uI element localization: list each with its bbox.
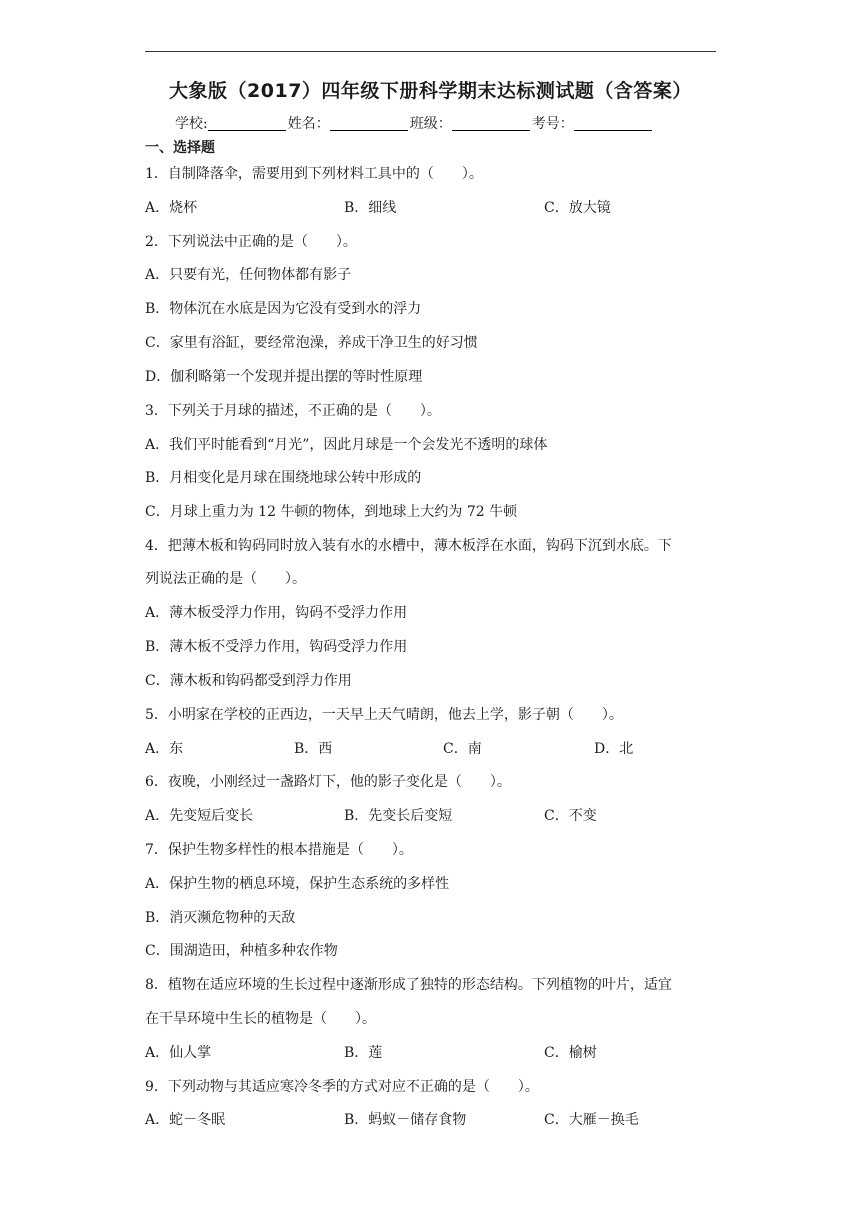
exam-title: 大象版（2017）四年级下册科学期末达标测试题（含答案） bbox=[169, 80, 692, 102]
section-heading: 一、选择题 bbox=[145, 140, 215, 156]
school-label: 学校: bbox=[175, 116, 208, 132]
question-stem: 9．下列动物与其适应寒冷冬季的方式对应不正确的是（ ）。 bbox=[145, 1079, 539, 1095]
option-a[interactable]: A．保护生物的栖息环境，保护生态系统的多样性 bbox=[145, 876, 450, 892]
option-c[interactable]: C．不变 bbox=[544, 808, 597, 824]
option-a[interactable]: A．烧杯 bbox=[145, 200, 198, 216]
option-b[interactable]: B．物体沉在水底是因为它没有受到水的浮力 bbox=[145, 301, 422, 317]
option-a[interactable]: A．东 bbox=[145, 741, 184, 757]
option-c[interactable]: C．家里有浴缸，要经常泡澡，养成干净卫生的好习惯 bbox=[145, 335, 478, 351]
option-a[interactable]: A．只要有光，任何物体都有影子 bbox=[145, 267, 352, 283]
option-a[interactable]: A．先变短后变长 bbox=[145, 808, 254, 824]
option-a[interactable]: A．薄木板受浮力作用，钩码不受浮力作用 bbox=[145, 605, 408, 621]
option-c[interactable]: C．薄木板和钩码都受到浮力作用 bbox=[145, 673, 352, 689]
student-info-line bbox=[175, 113, 654, 133]
option-d[interactable]: D．北 bbox=[594, 741, 634, 757]
question-stem: 2．下列说法中正确的是（ ）。 bbox=[145, 234, 357, 250]
option-c[interactable]: C．月球上重力为 12 牛顿的物体，到地球上大约为 72 牛顿 bbox=[145, 504, 518, 520]
option-b[interactable]: B．西 bbox=[294, 741, 333, 757]
option-b[interactable]: B．莲 bbox=[344, 1045, 383, 1061]
question-stem: 1．自制降落伞，需要用到下列材料工具中的（ ）。 bbox=[145, 166, 483, 182]
option-d[interactable]: D．伽利略第一个发现并提出摆的等时性原理 bbox=[145, 369, 423, 385]
class-blank[interactable] bbox=[452, 116, 530, 131]
option-b[interactable]: B．月相变化是月球在围绕地球公转中形成的 bbox=[145, 470, 422, 486]
option-c[interactable]: C．榆树 bbox=[544, 1045, 597, 1061]
header-rule bbox=[145, 51, 716, 52]
option-b[interactable]: B．消灭濒危物种的天敌 bbox=[145, 910, 296, 926]
question-stem: 4．把薄木板和钩码同时放入装有水的水槽中，薄木板浮在水面，钩码下沉到水底。下 bbox=[145, 538, 672, 554]
option-b[interactable]: B．薄木板不受浮力作用，钩码受浮力作用 bbox=[145, 639, 408, 655]
option-c[interactable]: C．放大镜 bbox=[544, 200, 611, 216]
question-stem-cont: 列说法正确的是（ ）。 bbox=[145, 571, 306, 587]
option-a[interactable]: A．我们平时能看到“月光”，因此月球是一个会发光不透明的球体 bbox=[145, 437, 548, 453]
option-c[interactable]: C．大雁－换毛 bbox=[544, 1112, 639, 1128]
option-b[interactable]: B．蚂蚁－储存食物 bbox=[344, 1112, 467, 1128]
question-stem: 8．植物在适应环境的生长过程中逐渐形成了独特的形态结构。下列植物的叶片，适宜 bbox=[145, 977, 672, 993]
question-stem: 3．下列关于月球的描述，不正确的是（ ）。 bbox=[145, 403, 441, 419]
option-b[interactable]: B．先变长后变短 bbox=[344, 808, 453, 824]
question-stem: 7．保护生物多样性的根本措施是（ ）。 bbox=[145, 842, 413, 858]
exam-number-label: 考号： bbox=[531, 116, 574, 132]
school-blank[interactable] bbox=[208, 116, 286, 131]
option-a[interactable]: A．仙人掌 bbox=[145, 1045, 212, 1061]
exam-number-blank[interactable] bbox=[574, 116, 652, 131]
class-label: 班级： bbox=[409, 116, 452, 132]
question-stem-cont: 在干旱环境中生长的植物是（ ）。 bbox=[145, 1011, 376, 1027]
question-stem: 6．夜晚，小刚经过一盏路灯下，他的影子变化是（ ）。 bbox=[145, 774, 511, 790]
name-blank[interactable] bbox=[330, 116, 408, 131]
option-c[interactable]: C．南 bbox=[443, 741, 482, 757]
option-c[interactable]: C．围湖造田，种植多种农作物 bbox=[145, 943, 338, 959]
option-a[interactable]: A．蛇－冬眠 bbox=[145, 1112, 226, 1128]
question-stem: 5．小明家在学校的正西边，一天早上天气晴朗，他去上学，影子朝（ ）。 bbox=[145, 707, 623, 723]
name-label: 姓名： bbox=[287, 116, 330, 132]
option-b[interactable]: B．细线 bbox=[344, 200, 397, 216]
